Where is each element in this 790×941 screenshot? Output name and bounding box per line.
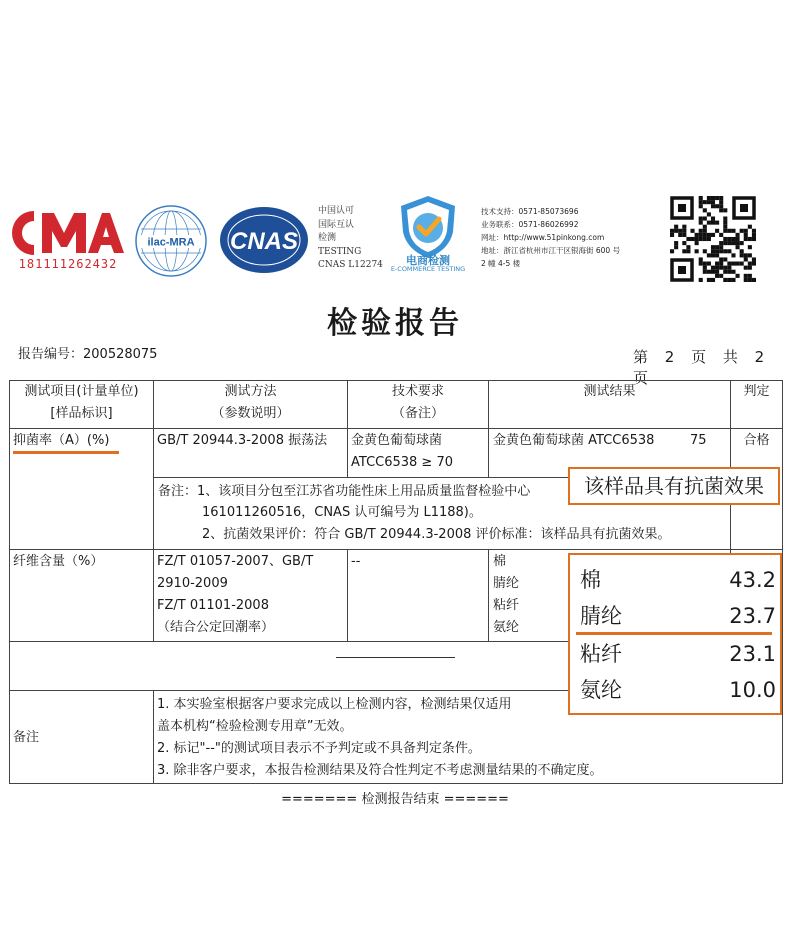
header-item: 测试项目(计量单位) [样品标识] — [24, 384, 139, 421]
svg-text:ilac-MRA: ilac-MRA — [147, 236, 195, 249]
row-antibacterial-judgement: 合格 — [743, 433, 770, 448]
fiber-content-callout — [568, 553, 782, 715]
address-line2: 2 幢 4-5 楼 — [481, 259, 521, 268]
ecommerce-cn-label: 电商检测 — [406, 254, 450, 267]
website: 网址：http://www.51pinkong.com — [481, 233, 605, 242]
row-fiber-item: 纤维含量（%） — [13, 554, 104, 569]
antibacterial-effect-callout: 该样品具有抗菌效果 — [568, 467, 780, 505]
callout-fiber-row — [580, 598, 776, 634]
fiber-value: 10.0 — [729, 678, 776, 702]
report-title: 检验报告 — [327, 306, 463, 341]
row-fiber-names: 棉 腈纶 粘纤 氨纶 — [493, 554, 520, 635]
row-fiber-requirement: -- — [351, 554, 361, 569]
row-antibacterial-requirement: 金黄色葡萄球菌 ATCC6538 ≥ 70 — [351, 433, 454, 470]
row-fiber-method: FZ/T 01057-2007、GB/T 2910-2009 FZ/T 01101-2008 （结合公定回潮率） — [157, 554, 314, 635]
note-line-1: 备注：1、该项目分包至江苏省功能性床上用品质量监督检验中心 — [158, 484, 531, 499]
header-method: 测试方法 （参数说明） — [211, 384, 290, 421]
cnas-accreditation-text: 中国认可 国际互认 检测 TESTING CNAS L12274 — [318, 206, 383, 271]
fiber-name: 粘纤 — [580, 642, 622, 666]
row-antibacterial-method: GB/T 20944.3-2008 振荡法 — [157, 433, 328, 448]
cma-number: 181111262432 — [18, 257, 118, 271]
remarks-label: 备注 — [13, 730, 40, 745]
tech-support: 技术支持：0571-85073696 — [481, 207, 579, 216]
address-line1: 地址：浙江省杭州市江干区银海街 600 号 — [481, 246, 621, 255]
fiber-value: 23.1 — [729, 642, 776, 666]
remark-line-3: 2. 标记"--"的测试项目表示不予判定或不具备判定条件。 — [157, 741, 481, 756]
header-judgement: 判定 — [743, 384, 770, 399]
page-number: 第 2 页 共 2 页 — [633, 348, 771, 387]
business-contact: 业务联系：0571-86026992 — [481, 220, 579, 229]
underline-acrylic — [576, 632, 772, 635]
header-requirement: 技术要求 （备注） — [391, 384, 444, 421]
note-line-2: 161011260516，CNAS 认可编号为 L1188)。 — [202, 505, 482, 520]
fiber-name: 腈纶 — [580, 604, 622, 628]
ecommerce-en-label: E-COMMERCE TESTING — [390, 265, 466, 273]
callout-fiber-row — [580, 636, 776, 672]
fiber-name: 氨纶 — [580, 678, 622, 702]
callout-fiber-row — [580, 562, 776, 598]
underline-antibacterial — [13, 451, 119, 454]
remark-line-1: 1. 本实验室根据客户要求完成以上检测内容，检测结果仅适用 — [157, 697, 512, 712]
report-end-marker: ======= 检测报告结束 ====== — [281, 792, 509, 807]
note-line-3: 2、抗菌效果评价：符合 GB/T 20944.3-2008 评价标准：该样品具有抗菌效果。 — [202, 527, 671, 542]
row-antibacterial-item: 抑菌率（A）(%) — [13, 433, 110, 448]
fiber-name: 棉 — [580, 568, 601, 592]
row-antibacterial-result-name: 金黄色葡萄球菌 ATCC6538 — [493, 433, 655, 448]
fiber-value: 43.2 — [729, 568, 776, 592]
remark-line-4: 3. 除非客户要求，本报告检测结果及符合性判定不考虑测量结果的不确定度。 — [157, 763, 603, 778]
report-number: 报告编号：200528075 — [18, 347, 158, 362]
callout-fiber-row — [580, 672, 776, 708]
remark-line-2: 盖本机构“检验检测专用章”无效。 — [157, 719, 353, 734]
svg-text:CNAS: CNAS — [229, 228, 299, 255]
header-result: 测试结果 — [583, 384, 636, 399]
row-antibacterial-result-value: 75 — [690, 433, 707, 448]
fiber-value: 23.7 — [729, 604, 776, 628]
